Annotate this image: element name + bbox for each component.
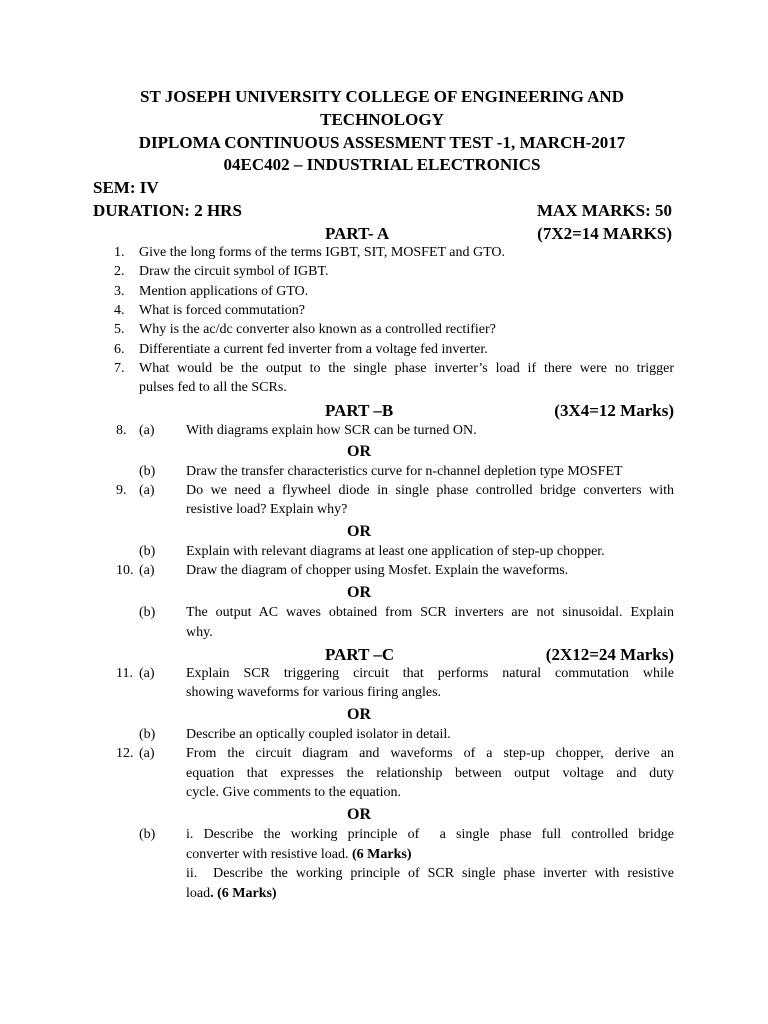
question-text: Differentiate a current fed inverter from a voltage fed inverter.	[139, 342, 488, 357]
question-text-continued: cycle. Give comments to the equation.	[186, 785, 401, 800]
question-text: Why is the ac/dc converter also known as a controlled rectifier?	[139, 322, 496, 337]
question-number: 9.	[116, 483, 127, 498]
question-text-continued: why.	[186, 625, 213, 640]
option-label: (b)	[139, 827, 156, 842]
question-text-continued	[186, 886, 277, 902]
question-text: Mention applications of GTO.	[139, 284, 309, 299]
question-number: 4.	[114, 303, 125, 318]
question-text: What is forced commutation?	[139, 303, 305, 318]
question-text-continued: pulses fed to all the SCRs.	[139, 380, 287, 395]
or-separator: OR	[347, 706, 371, 723]
question-text: Describe an optically coupled isolator in detail.	[186, 727, 451, 742]
max-marks: MAX MARKS: 50	[536, 201, 672, 220]
question-text: Explain with relevant diagrams at least one application of step-up chopper.	[186, 544, 605, 559]
question-text: Draw the diagram of chopper using Mosfet. Explain the waveforms.	[186, 563, 569, 578]
question-number: 7.	[114, 361, 125, 376]
option-label: (a)	[139, 666, 155, 681]
exam-title: DIPLOMA CONTINUOUS ASSESMENT TEST -1, MARCH-2017	[138, 133, 626, 152]
part-a-marks: (7X2=14 MARKS)	[537, 224, 672, 243]
part-c-title: PART –C	[325, 645, 395, 664]
question-number: 3.	[114, 284, 125, 299]
part-c-marks: (2X12=24 Marks)	[545, 645, 674, 664]
college-name-line2: TECHNOLOGY	[320, 110, 444, 129]
question-number: 6.	[114, 342, 125, 357]
question-text: Explain SCR triggering circuit that performs natural commutation while	[186, 666, 674, 681]
question-text: Give the long forms of the terms IGBT, SIT, MOSFET and GTO.	[139, 245, 506, 260]
option-label: (b)	[139, 544, 156, 559]
question-text: From the circuit diagram and waveforms of a step-up chopper, derive an	[186, 746, 674, 761]
option-label: (a)	[139, 563, 155, 578]
option-label: (a)	[139, 746, 155, 761]
or-separator: OR	[347, 806, 371, 823]
question-text: i. Describe the working principle of a single phase full controlled bridge	[186, 827, 674, 842]
question-text: ii. Describe the working principle of SCR single phase inverter with resistive	[186, 866, 674, 881]
or-separator: OR	[347, 443, 371, 460]
question-text: What would be the output to the single phase inverter’s load if there were no trigger	[139, 361, 674, 376]
semester: SEM: IV	[93, 178, 159, 197]
course-title: 04EC402 – INDUSTRIAL ELECTRONICS	[223, 155, 541, 174]
question-number: 12.	[116, 746, 134, 761]
college-name-line1: ST JOSEPH UNIVERSITY COLLEGE OF ENGINEERING AND	[140, 87, 624, 106]
option-label: (b)	[139, 605, 156, 620]
question-text: The output AC waves obtained from SCR inverters are not sinusoidal. Explain	[186, 605, 674, 620]
question-text: load	[186, 886, 211, 901]
question-text: With diagrams explain how SCR can be turned ON.	[186, 423, 477, 438]
question-text-continued: resistive load? Explain why?	[186, 502, 348, 517]
question-number: 10.	[116, 563, 134, 578]
part-b-marks: (3X4=12 Marks)	[554, 401, 674, 420]
question-text-continued	[186, 847, 412, 863]
question-number: 1.	[114, 245, 125, 260]
question-text: Draw the transfer characteristics curve for n-channel depletion type MOSFET	[186, 464, 623, 479]
part-a-title: PART- A	[325, 224, 390, 243]
question-text: Do we need a flywheel diode in single phase controlled bridge converters with	[186, 483, 674, 498]
marks-note: . (6 Marks)	[210, 886, 277, 901]
question-number: 2.	[114, 264, 125, 279]
question-text-continued: equation that expresses the relationship between output voltage and duty	[186, 766, 674, 781]
question-number: 8.	[116, 423, 127, 438]
option-label: (b)	[139, 727, 156, 742]
question-text: converter with resistive load.	[186, 847, 349, 862]
part-b-title: PART –B	[325, 401, 394, 420]
option-label: (b)	[139, 464, 156, 479]
question-text: Draw the circuit symbol of IGBT.	[139, 264, 329, 279]
marks-note: (6 Marks)	[352, 847, 412, 862]
or-separator: OR	[347, 584, 371, 601]
or-separator: OR	[347, 523, 371, 540]
option-label: (a)	[139, 483, 155, 498]
question-number: 5.	[114, 322, 125, 337]
option-label: (a)	[139, 423, 155, 438]
question-text-continued: showing waveforms for various firing angles.	[186, 685, 442, 700]
question-number: 11.	[116, 666, 133, 681]
duration: DURATION: 2 HRS	[93, 201, 242, 220]
